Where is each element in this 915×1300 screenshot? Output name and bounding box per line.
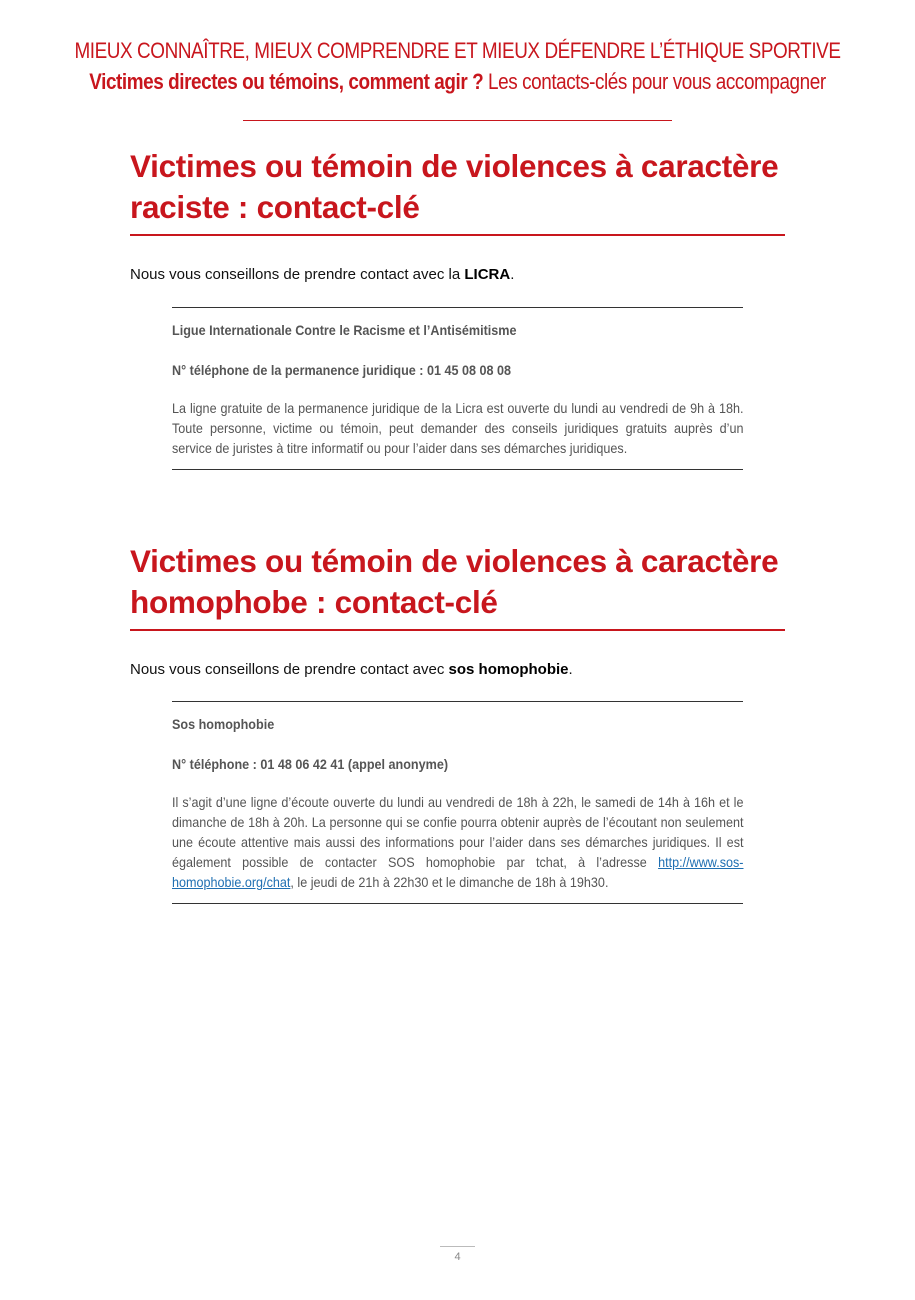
description-text: Il s’agit d’une ligne d’écoute ouverte du lundi au vendredi de 18h à 22h, le samedi de 14h à 16h et le dimanche de 18h à 20h. La personne qui se confie pourra obtenir auprès de l’écoutant non seulement une écoute attentive mais aussi des informations pour l’aider dans ses démarches juridiques. Il est également possible de contacter SOS homophobie par tchat, à l’adresse <box>172 794 744 870</box>
page-number: 4 <box>440 1246 475 1263</box>
intro-prefix: Nous vous conseillons de prendre contact avec la <box>130 266 465 283</box>
header-subtitle <box>64 66 851 98</box>
section-divider <box>130 629 785 631</box>
description-text-end: , le jeudi de 21h à 22h30 et le dimanche de 18h à 19h30. <box>290 874 609 890</box>
contact-description: La ligne gratuite de la permanence juridique de la Licra est ouverte du lundi au vendredi de 9h à 18h. Toute personne, victime ou témoin, peut demander des conseils juridiques gratuits auprès d’un service de juristes à titre informatif ou pour l’aider dans ses démarches juridiques. <box>172 400 744 456</box>
section-homophobia <box>130 541 785 678</box>
org-name: Sos homophobie <box>172 716 275 732</box>
intro-org: LICRA <box>464 266 511 283</box>
intro-prefix: Nous vous conseillons de prendre contact avec <box>130 661 449 678</box>
header-subtitle-bold: Victimes directes ou témoins, comment agir ? <box>89 69 484 94</box>
header-title: MIEUX CONNAÎTRE, MIEUX COMPRENDRE ET MIEUX DÉFENDRE L’ÉTHIQUE SPORTIVE <box>74 38 841 63</box>
org-name: Ligue Internationale Contre le Racisme et l’Antisémitisme <box>172 322 517 338</box>
header-divider <box>243 120 672 121</box>
intro-org: sos homophobie <box>448 661 569 678</box>
section-title <box>130 541 785 623</box>
contact-box-licra <box>172 307 743 470</box>
intro-suffix: . <box>568 661 573 678</box>
contact-description <box>172 792 744 892</box>
contact-box-sos-homophobie <box>172 701 743 904</box>
intro-suffix: . <box>510 266 515 283</box>
section-intro <box>130 661 785 678</box>
page-header <box>0 36 915 98</box>
section-title-line1: Victimes ou témoin de violences à caractère <box>130 148 779 184</box>
section-title-line1: Victimes ou témoin de violences à caractère <box>130 543 779 579</box>
phone-number: N° téléphone de la permanence juridique : 01 45 08 08 08 <box>172 362 512 378</box>
section-title-line2: raciste : contact-clé <box>130 189 420 225</box>
section-title-line2: homophobe : contact-clé <box>130 584 498 620</box>
phone-number: N° téléphone : 01 48 06 42 41 (appel anonyme) <box>172 756 449 772</box>
section-racism <box>130 146 785 283</box>
section-title <box>130 146 785 228</box>
chat-link[interactable]: http://www.sos-homophobie.org/chat <box>172 854 744 890</box>
header-subtitle-rest: Les contacts-clés pour vous accompagner <box>483 69 826 94</box>
section-intro <box>130 266 785 283</box>
section-divider <box>130 234 785 236</box>
